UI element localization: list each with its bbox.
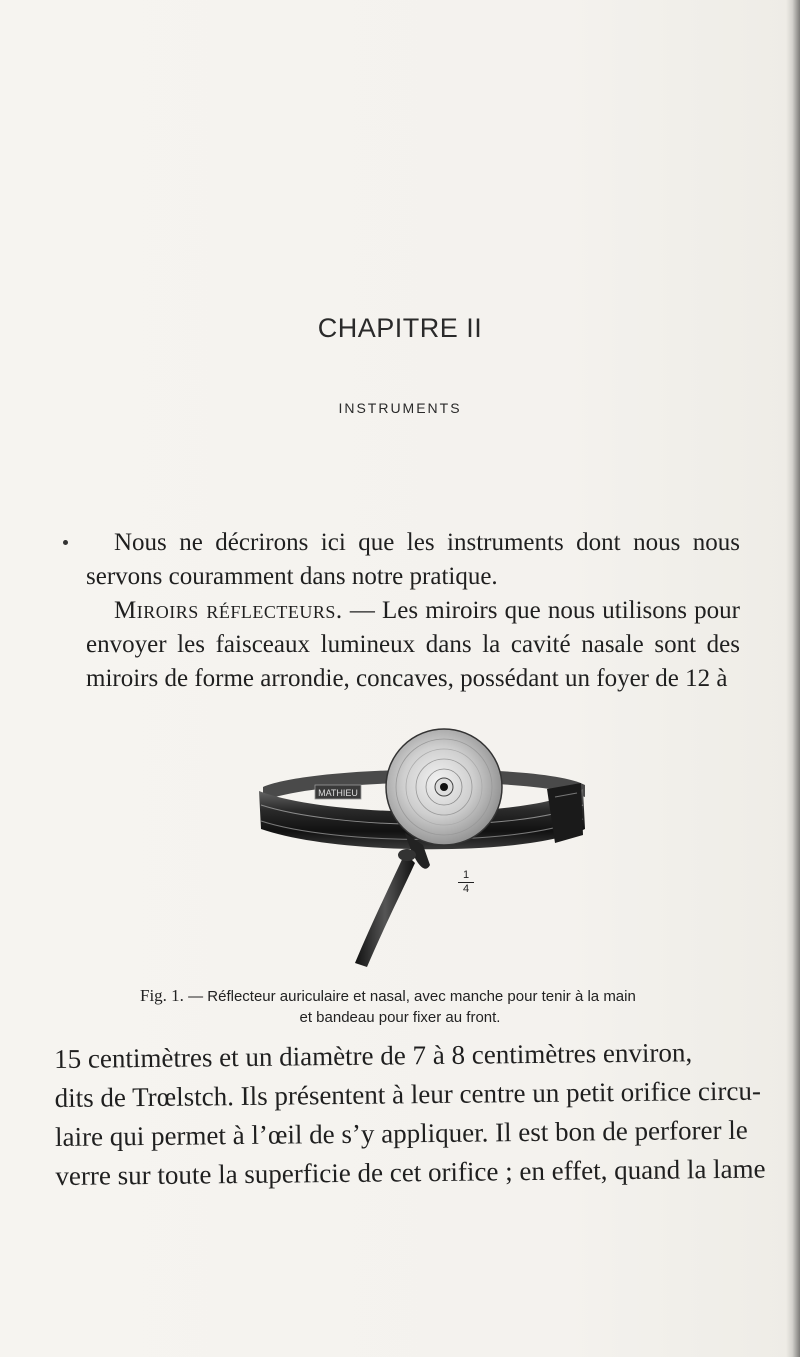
scale-numerator: 1	[462, 869, 470, 881]
section-title: INSTRUMENTS	[338, 400, 462, 416]
scale-denominator: 4	[462, 883, 470, 895]
figure-caption-line1	[140, 986, 740, 1006]
continuation-paragraph	[54, 1033, 766, 1196]
figure-caption-line2: et bandeau pour fixer au front.	[299, 1009, 501, 1026]
intro-paragraph: Nous ne décrirons ici que les instruments dont nous nous servons couramment dans notre pratique.	[86, 529, 740, 590]
text-line: 15 centimètres et un diamètre de 7 à 8 centimètres environ,	[54, 1037, 693, 1074]
mirrors-heading: Miroirs réflecteurs.	[114, 597, 343, 624]
margin-mark	[63, 540, 68, 545]
chapter-title: CHAPITRE II	[317, 313, 483, 343]
reflector-illustration	[255, 725, 625, 970]
caption-text: — Réflecteur auriculaire et nasal, avec manche pour tenir à la main	[183, 988, 636, 1005]
mirrors-paragraph	[86, 594, 740, 696]
text-line: verre sur toute la superficie de cet orifice ; en effet, quand la lame	[55, 1153, 766, 1191]
band-inscription: MATHIEU	[318, 788, 358, 798]
mirrors-text: — Les miroirs que nous utilisons pour envoyer les faisceaux lumineux dans la cavité nasale sont des miroirs de forme arrondie, concaves, possédant un foyer de 12 à	[86, 597, 740, 692]
figure-label: Fig. 1.	[140, 986, 184, 1005]
figure-scale	[458, 870, 474, 895]
text-line: dits de Trœlstch. Ils présentent à leur centre un petit orifice circu-	[54, 1075, 762, 1113]
text-line: laire qui permet à l’œil de s’y appliquer. Il est bon de perforer le	[54, 1114, 748, 1152]
page-edge-shadow	[786, 0, 800, 1357]
